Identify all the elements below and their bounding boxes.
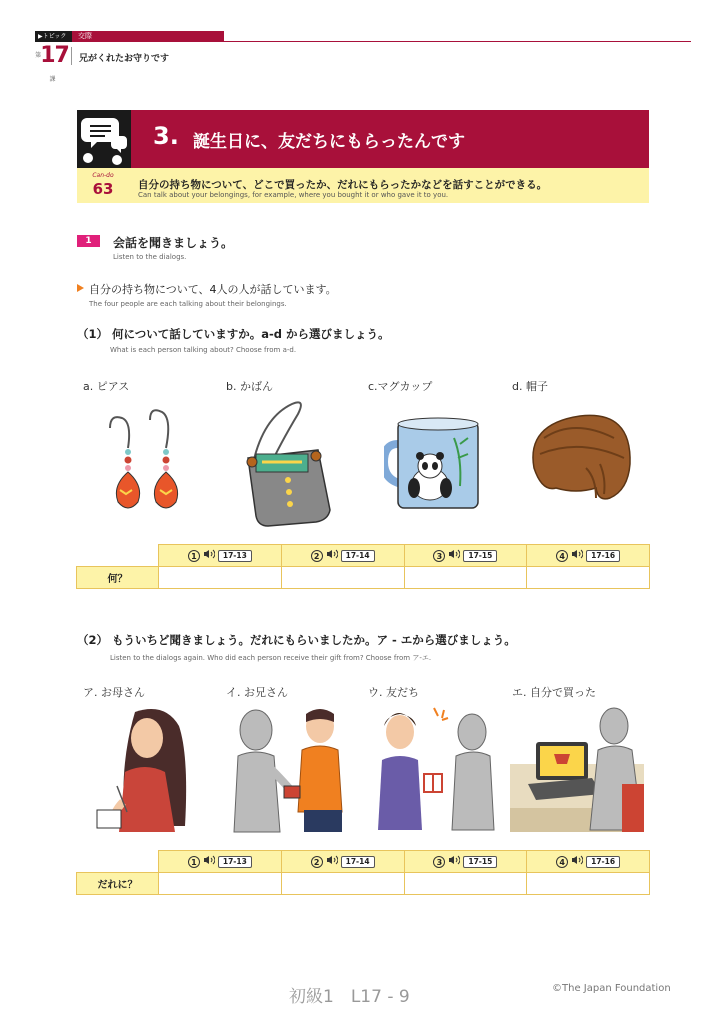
track-header-1: 1 17-13	[159, 851, 282, 873]
header-rule	[224, 41, 691, 42]
option-c: c.マグカップ	[368, 380, 433, 393]
audio-icon[interactable]	[448, 549, 460, 562]
task-number: 1	[77, 235, 100, 247]
section-title: 誕生日に、友だちにもらったんです	[193, 132, 465, 152]
section-number: 3.	[153, 122, 179, 150]
option-a2: ア. お母さん	[83, 686, 145, 699]
audio-icon[interactable]	[203, 549, 215, 562]
lesson-title: 兄がくれたお守りです	[79, 54, 170, 64]
brother-image	[228, 706, 353, 834]
mug-image	[384, 414, 484, 509]
mother-image	[95, 702, 205, 832]
option-i: イ. お兄さん	[226, 686, 288, 699]
question-2: （2） もういちど聞きましょう。だれにもらいましたか。ア - エから選びましょう。	[77, 633, 516, 647]
task-title: 会話を聞きましょう。	[113, 236, 234, 250]
answer-table-1	[76, 544, 650, 589]
earrings-image	[100, 408, 195, 520]
task-title-en: Listen to the dialogs.	[113, 253, 187, 261]
answer-cell-3[interactable]	[404, 873, 527, 895]
track-header-3: 3 17-15	[404, 851, 527, 873]
audio-icon[interactable]	[571, 855, 583, 868]
copyright: ©The Japan Foundation	[552, 983, 671, 994]
option-e: エ. 自分で買った	[512, 686, 596, 699]
topic-tag: ▶トピック	[35, 31, 72, 42]
topic-bar: 交際	[72, 31, 224, 42]
option-b: b. かばん	[226, 380, 273, 393]
audio-icon[interactable]	[571, 549, 583, 562]
row-label-from-whom: だれに？	[77, 873, 159, 895]
answer-cell-1[interactable]	[159, 873, 282, 895]
answer-cell-4[interactable]	[527, 567, 650, 589]
answer-cell-4[interactable]	[527, 873, 650, 895]
track-header-1: 1 17-13	[159, 545, 282, 567]
question-2-en: Listen to the dialogs again. Who did each person receive their gift from? Choose from ア-エ.	[110, 654, 432, 662]
track-header-3: 3 17-15	[404, 545, 527, 567]
cando-statement-en: Can talk about your belongings, for example, where you bought it or who gave it to you.	[138, 191, 449, 199]
audio-icon[interactable]	[448, 855, 460, 868]
audio-icon[interactable]	[203, 855, 215, 868]
task-intro-en: The four people are each talking about their belongings.	[89, 300, 287, 308]
page-number: 初級1 L17 - 9	[289, 987, 410, 1007]
track-header-4: 4 17-16	[527, 545, 650, 567]
answer-cell-3[interactable]	[404, 567, 527, 589]
answer-cell-1[interactable]	[159, 567, 282, 589]
answer-cell-2[interactable]	[281, 567, 404, 589]
self-purchase-image	[510, 704, 644, 832]
friend-image	[378, 704, 503, 834]
track-header-4: 4 17-16	[527, 851, 650, 873]
bag-image	[238, 398, 338, 528]
cando-statement: 自分の持ち物について、どこで買ったか、だれにもらったかなどを話すことができる。	[138, 179, 548, 191]
audio-icon[interactable]	[326, 855, 338, 868]
cando-badge: Can-do 63	[92, 172, 114, 198]
option-d: d. 帽子	[512, 380, 548, 393]
option-a: a. ピアス	[83, 380, 130, 393]
lesson-number: 第17課	[35, 43, 69, 83]
answer-table-2	[76, 850, 650, 895]
question-1-en: What is each person talking about? Choose from a-d.	[110, 346, 297, 354]
question-1: （1） 何について話していますか。a-d から選びましょう。	[77, 327, 390, 341]
hat-image	[524, 408, 634, 508]
speech-bubbles-icon	[77, 110, 131, 168]
arrow-icon	[77, 284, 84, 292]
row-label-what: 何？	[77, 567, 159, 589]
track-header-2: 2 17-14	[281, 545, 404, 567]
option-u: ウ. 友だち	[368, 686, 419, 699]
task-intro: 自分の持ち物について、4人の人が話しています。	[89, 283, 337, 296]
answer-cell-2[interactable]	[281, 873, 404, 895]
audio-icon[interactable]	[326, 549, 338, 562]
track-header-2: 2 17-14	[281, 851, 404, 873]
lesson-separator	[71, 47, 72, 65]
